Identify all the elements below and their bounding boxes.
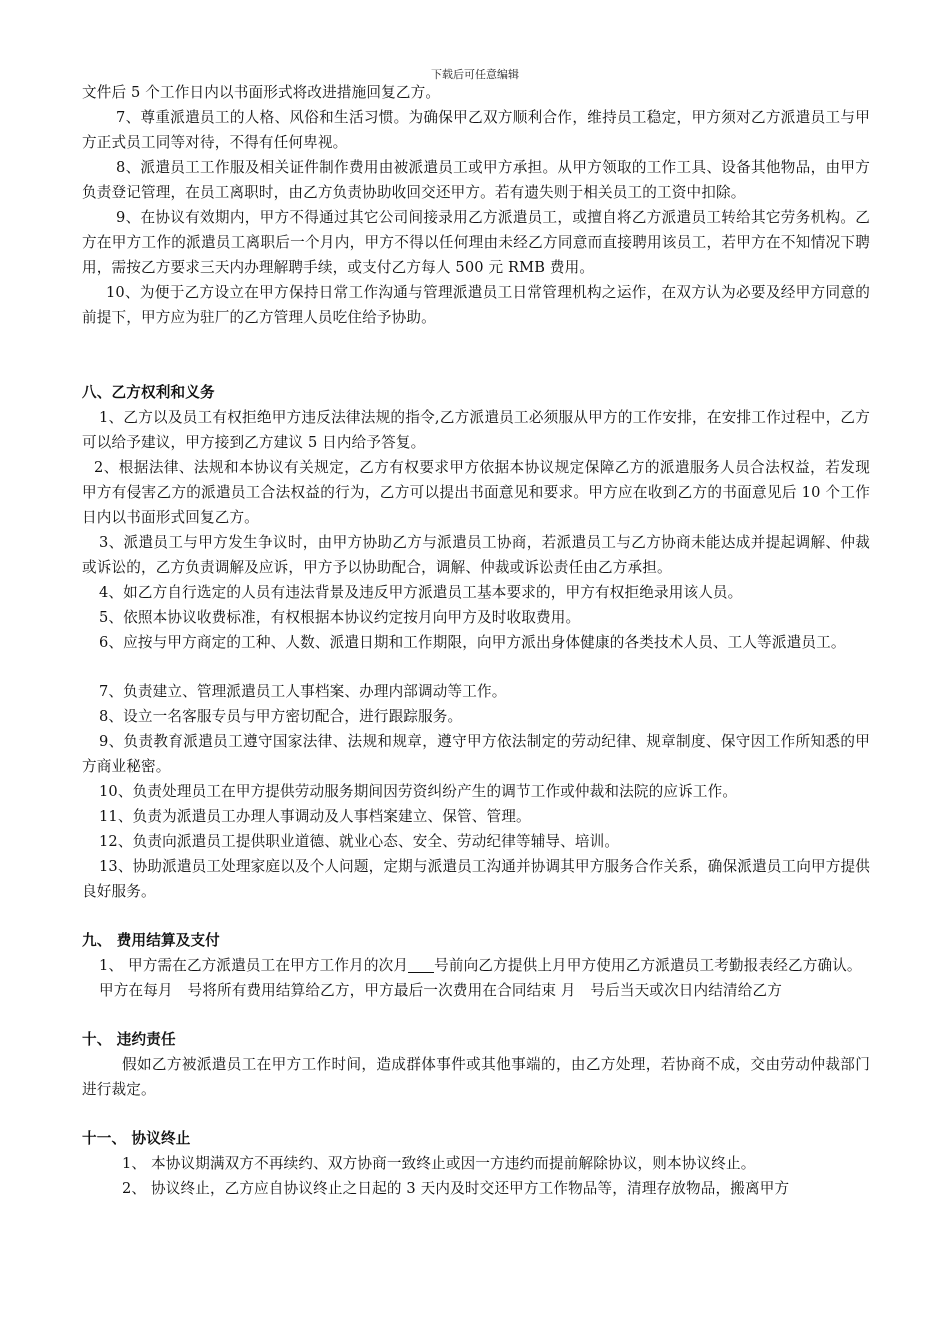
section-8-item-9: 9、负责教育派遣员工遵守国家法律、法规和规章，遵守甲方依法制定的劳动纪律、规章制度、保守因工作所知悉的甲方商业秘密。 (82, 733, 870, 775)
section-11-title: 十一、 协议终止 (82, 1130, 191, 1147)
section-8-item-8: 8、设立一名客服专员与甲方密切配合，进行跟踪服务。 (99, 708, 463, 725)
section-8-title: 八、乙方权利和义务 (82, 384, 215, 401)
section-11-item-1: 1、 本协议期满双方不再续约、双方协商一致终止或因一方违约而提前解除协议，则本协议终止。 (122, 1155, 756, 1172)
section-9-item-1-before: 1、 甲方需在乙方派遣员工在甲方工作月的次月 (99, 957, 409, 974)
clause-10: 10、为便于乙方设立在甲方保持日常工作沟通与管理派遣员工日常管理机构之运作，在双方认为必要及经甲方同意的前提下，甲方应为驻厂的乙方管理人员吃住给予协助。 (82, 284, 870, 326)
section-11-item-2: 2、 协议终止，乙方应自协议终止之日起的 3 天内及时交还甲方工作物品等，清理存放物品，搬离甲方 (122, 1180, 790, 1197)
section-8-item-10: 10、负责处理员工在甲方提供劳动服务期间因劳资纠纷产生的调节工作或仲裁和法院的应诉工作。 (99, 783, 738, 800)
header-note: 下载后可任意编辑 (431, 68, 519, 81)
section-8-item-1: 1、乙方以及员工有权拒绝甲方违反法律法规的指令,乙方派遣员工必须服从甲方的工作安排，在安排工作过程中，乙方可以给予建议，甲方接到乙方建议 5 日内给予答复。 (82, 409, 870, 451)
clause-7: 7、尊重派遣员工的人格、风俗和生活习惯。为确保甲乙双方顺利合作，维持员工稳定，甲方须对乙方派遣员工与甲方正式员工同等对待，不得有任何卑视。 (82, 109, 870, 151)
section-8-item-13: 13、协助派遣员工处理家庭以及个人问题，定期与派遣员工沟通并协调其甲方服务合作关系，确保派遣员工向甲方提供良好服务。 (82, 858, 870, 900)
blank-field (408, 956, 434, 973)
section-8-item-4: 4、如乙方自行选定的人员有违法背景及违反甲方派遣员工基本要求的，甲方有权拒绝录用该人员。 (99, 584, 743, 601)
section-9-title: 九、 费用结算及支付 (82, 932, 220, 949)
clause-9: 9、在协议有效期内，甲方不得通过其它公司间接录用乙方派遣员工，或擅自将乙方派遣员工转给其它劳务机构。乙方在甲方工作的派遣员工离职后一个月内，甲方不得以任何理由未经乙方同意而直接聘用该员工，若甲方在不知情况下聘用，需按乙方要求三天内办理解聘手续，或支付乙方每人 500 元 RMB 费用。 (82, 209, 870, 276)
section-10-title: 十、 违约责任 (82, 1031, 176, 1048)
section-10-text: 假如乙方被派遣员工在甲方工作时间，造成群体事件或其他事端的，由乙方处理，若协商不成，交由劳动仲裁部门进行裁定。 (82, 1056, 870, 1098)
clause-8: 8、派遣员工工作服及相关证件制作费用由被派遣员工或甲方承担。从甲方领取的工作工具、设备其他物品，由甲方负责登记管理，在员工离职时，由乙方负责协助收回交还甲方。若有遗失则于相关员工的工资中扣除。 (82, 159, 870, 201)
section-8-item-3: 3、派遣员工与甲方发生争议时，由甲方协助乙方与派遣员工协商，若派遣员工与乙方协商未能达成并提起调解、仲裁或诉讼的，乙方负责调解及应诉，甲方予以协助配合，调解、仲裁或诉讼责任由乙方承担。 (82, 534, 870, 576)
document-page (82, 80, 870, 1201)
section-8-item-5: 5、依照本协议收费标准，有权根据本协议约定按月向甲方及时收取费用。 (99, 609, 581, 626)
section-8-item-7: 7、负责建立、管理派遣员工人事档案、办理内部调动等工作。 (99, 683, 507, 700)
section-8-item-11: 11、负责为派遣员工办理人事调动及人事档案建立、保管、管理。 (99, 808, 531, 825)
section-9-item-2: 甲方在每月 号将所有费用结算给乙方，甲方最后一次费用在合同结束 月 号后当天或次日内结清给乙方 (99, 982, 783, 999)
section-9-item-1-after: 号前向乙方提供上月甲方使用乙方派遣员工考勤报表经乙方确认。 (434, 957, 862, 974)
section-8-item-6: 6、应按与甲方商定的工种、人数、派遣日期和工作期限，向甲方派出身体健康的各类技术人员、工人等派遣员工。 (99, 634, 846, 651)
paragraph-continuation: 文件后 5 个工作日内以书面形式将改进措施回复乙方。 (82, 84, 441, 101)
section-9-item-1 (82, 953, 870, 978)
section-8-item-2: 2、根据法律、法规和本协议有关规定，乙方有权要求甲方依据本协议规定保障乙方的派遣服务人员合法权益，若发现甲方有侵害乙方的派遣员工合法权益的行为，乙方可以提出书面意见和要求。甲方应在收到乙方的书面意见后 10 个工作日内以书面形式回复乙方。 (82, 459, 870, 526)
section-8-item-12: 12、负责向派遣员工提供职业道德、就业心态、安全、劳动纪律等辅导、培训。 (99, 833, 620, 850)
